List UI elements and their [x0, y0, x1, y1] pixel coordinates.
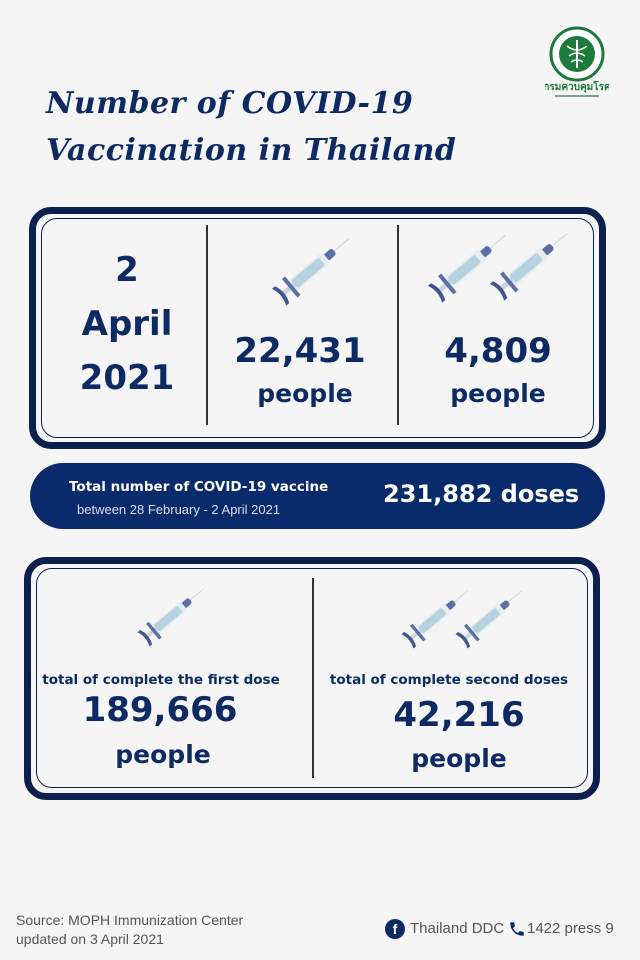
divider [206, 225, 208, 425]
two-syringes-icon [385, 585, 525, 665]
source-text: Source: MOPH Immunization Center [16, 912, 244, 928]
updated-text: updated on 3 April 2021 [16, 931, 164, 947]
daily-first-dose-value: 22,431 [234, 331, 366, 371]
second-dose-unit: people [411, 744, 507, 773]
logo-thai-name: กรมควบคุมโรค [545, 82, 609, 93]
daily-first-dose-unit: people [257, 379, 353, 408]
phone-icon [508, 920, 526, 938]
first-dose-value: 189,666 [82, 690, 238, 730]
first-dose-unit: people [115, 740, 211, 769]
syringe-icon [115, 585, 215, 665]
divider [397, 225, 399, 425]
title-line1: Number of COVID-19 [46, 86, 414, 121]
date-month: April [81, 304, 173, 344]
date-year: 2021 [79, 358, 175, 398]
second-dose-value: 42,216 [393, 695, 525, 735]
date-day: 2 [115, 250, 139, 290]
syringe-icon [250, 230, 360, 320]
divider [312, 578, 314, 778]
facebook-page[interactable]: Thailand DDC [410, 920, 505, 937]
banner-period: between 28 February - 2 April 2021 [77, 502, 281, 517]
total-banner [30, 463, 605, 529]
first-dose-label: total of complete the first dose [42, 672, 280, 688]
second-dose-label: total of complete second doses [329, 672, 569, 688]
daily-second-dose-value: 4,809 [444, 331, 552, 371]
daily-second-dose-unit: people [450, 379, 546, 408]
two-syringes-icon [410, 225, 570, 315]
phone-number[interactable]: 1422 press 9 [527, 920, 614, 937]
banner-title: Total number of COVID-19 vaccine [69, 479, 329, 495]
banner-total: 231,882 doses [383, 480, 580, 508]
title-line2: Vaccination in Thailand [46, 133, 457, 168]
ddc-logo [545, 26, 609, 102]
facebook-icon[interactable]: f [385, 919, 405, 939]
